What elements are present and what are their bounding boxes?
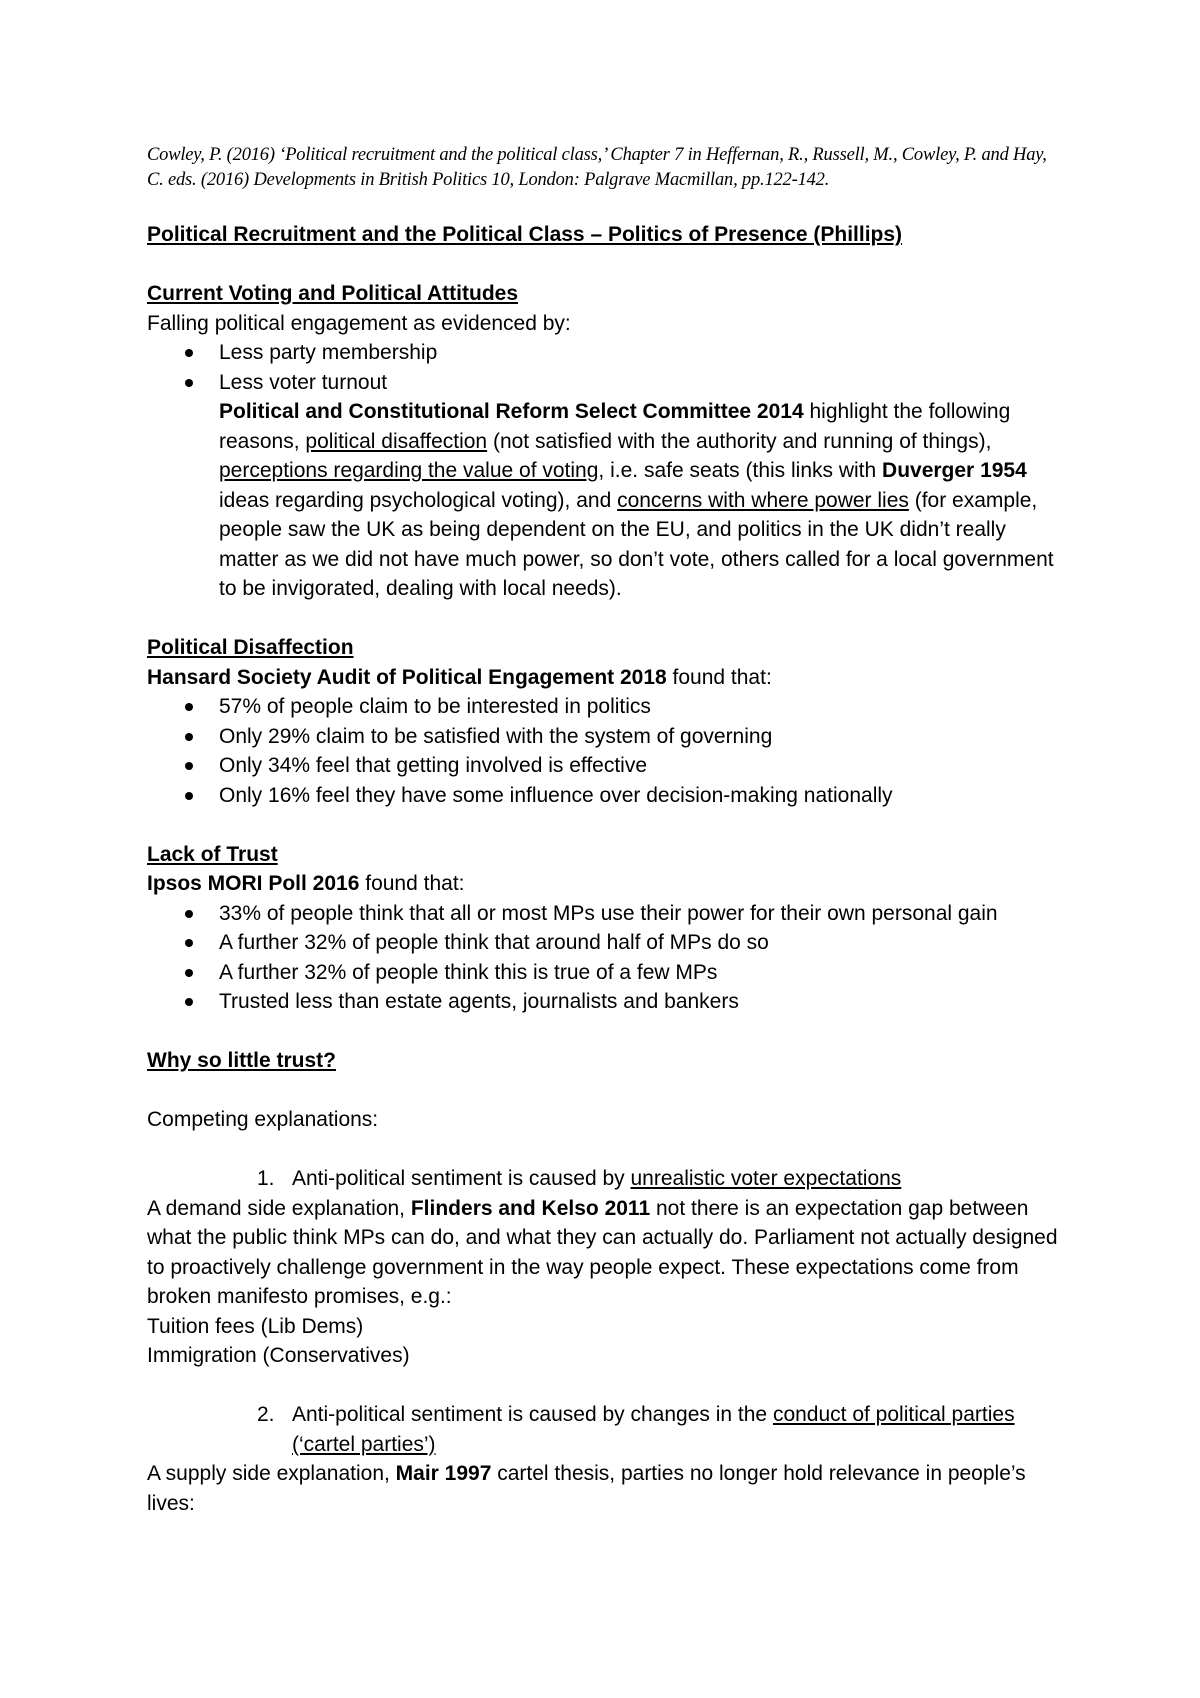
underlined-term: conduct of political parties (‘cartel parties’) xyxy=(292,1403,1015,1456)
section-intro: Competing explanations: xyxy=(147,1108,379,1131)
text-run: (for example, people saw the UK as being dependent on the EU, and politics in the UK didn’t really matter as we did not have much power, so don’t vote, others called for a local government to be invigorated, dealing with local needs). xyxy=(219,488,1054,600)
text-run: cartel thesis, parties no longer hold relevance in people’s lives: xyxy=(147,1462,1026,1515)
list-item: 57% of people claim to be interested in politics xyxy=(147,692,1067,722)
section-heading-current-voting: Current Voting and Political Attitudes xyxy=(147,282,519,305)
source-line xyxy=(147,663,1067,693)
list-item: 33% of people think that all or most MPs use their power for their own personal gain xyxy=(147,899,1067,929)
bold-source: Political and Constitutional Reform Select Committee 2014 xyxy=(219,400,804,423)
underlined-term: political disaffection xyxy=(305,429,488,453)
bold-source: Flinders and Kelso 2011 xyxy=(410,1196,651,1220)
committee-paragraph xyxy=(147,397,1067,604)
section-heading-why-so-little-trust: Why so little trust? xyxy=(147,1049,336,1072)
item-number: 1. xyxy=(257,1167,275,1190)
bullet-list-disaffection xyxy=(147,692,1067,810)
supply-side-paragraph xyxy=(147,1459,1067,1518)
text-run: found that: xyxy=(666,665,772,689)
numbered-item-1 xyxy=(147,1164,1067,1194)
bold-source: Ipsos MORI Poll 2016 xyxy=(147,872,360,895)
bullet-list-engagement xyxy=(147,338,1067,397)
bold-source: Hansard Society Audit of Political Engagement 2018 xyxy=(147,665,667,689)
example-line: Tuition fees (Lib Dems) xyxy=(147,1314,364,1338)
text-run: A supply side explanation, xyxy=(147,1462,396,1485)
section-heading-lack-of-trust: Lack of Trust xyxy=(147,842,278,866)
document-page xyxy=(147,143,1067,1518)
numbered-item-2 xyxy=(147,1400,1067,1459)
list-item: Only 34% feel that getting involved is effective xyxy=(147,751,1067,781)
text-run: , i.e. safe seats (this links with xyxy=(598,459,883,482)
underlined-term: concerns with where power lies xyxy=(617,488,909,512)
text-run: highlight the following reasons, xyxy=(219,400,1011,453)
bold-source: Mair 1997 xyxy=(395,1462,492,1485)
list-item: Only 29% claim to be satisfied with the system of governing xyxy=(147,722,1067,752)
text-run: not there is an expectation gap between what the public think MPs can do, and what they can actually do. Parliament not actually designed to proactively challenge government in the way people expect. These expectations come from broken manifesto promises, e.g.: xyxy=(147,1196,1058,1308)
list-item: Less voter turnout xyxy=(147,368,1067,398)
text-run: found that: xyxy=(359,872,465,895)
demand-side-paragraph xyxy=(147,1194,1067,1312)
text-run: (not satisfied with the authority and running of things), xyxy=(487,429,992,453)
text-run: Anti-political sentiment is caused by xyxy=(292,1167,631,1190)
list-item: Trusted less than estate agents, journalists and bankers xyxy=(147,987,1067,1017)
list-item: A further 32% of people think this is true of a few MPs xyxy=(147,958,1067,988)
example-line: Immigration (Conservatives) xyxy=(147,1344,410,1367)
section-heading-political-disaffection: Political Disaffection xyxy=(147,636,354,659)
source-line xyxy=(147,869,1067,899)
list-item: A further 32% of people think that around half of MPs do so xyxy=(147,928,1067,958)
item-number: 2. xyxy=(257,1403,275,1426)
underlined-term: perceptions regarding the value of voting xyxy=(219,459,599,482)
underlined-term: unrealistic voter expectations xyxy=(630,1167,902,1190)
bold-source: Duverger 1954 xyxy=(882,459,1027,482)
page-title: Political Recruitment and the Political Class – Politics of Presence (Phillips) xyxy=(147,223,903,246)
section-intro: Falling political engagement as evidenced by: xyxy=(147,311,571,335)
text-run: A demand side explanation, xyxy=(147,1196,411,1220)
list-item: Only 16% feel they have some influence over decision-making nationally xyxy=(147,781,1067,811)
list-item: Less party membership xyxy=(147,338,1067,368)
bullet-list-trust xyxy=(147,899,1067,1017)
citation: Cowley, P. (2016) ‘Political recruitment and the political class,’ Chapter 7 in Heffernan, R., Russell, M., Cowley, P. and Hay, C. eds. (2016) Developments in British Politics 10, London: Palgrave Macmillan, pp.122-142. xyxy=(147,145,1047,190)
text-run: ideas regarding psychological voting), and xyxy=(219,488,618,512)
text-run: Anti-political sentiment is caused by changes in the xyxy=(292,1403,773,1426)
